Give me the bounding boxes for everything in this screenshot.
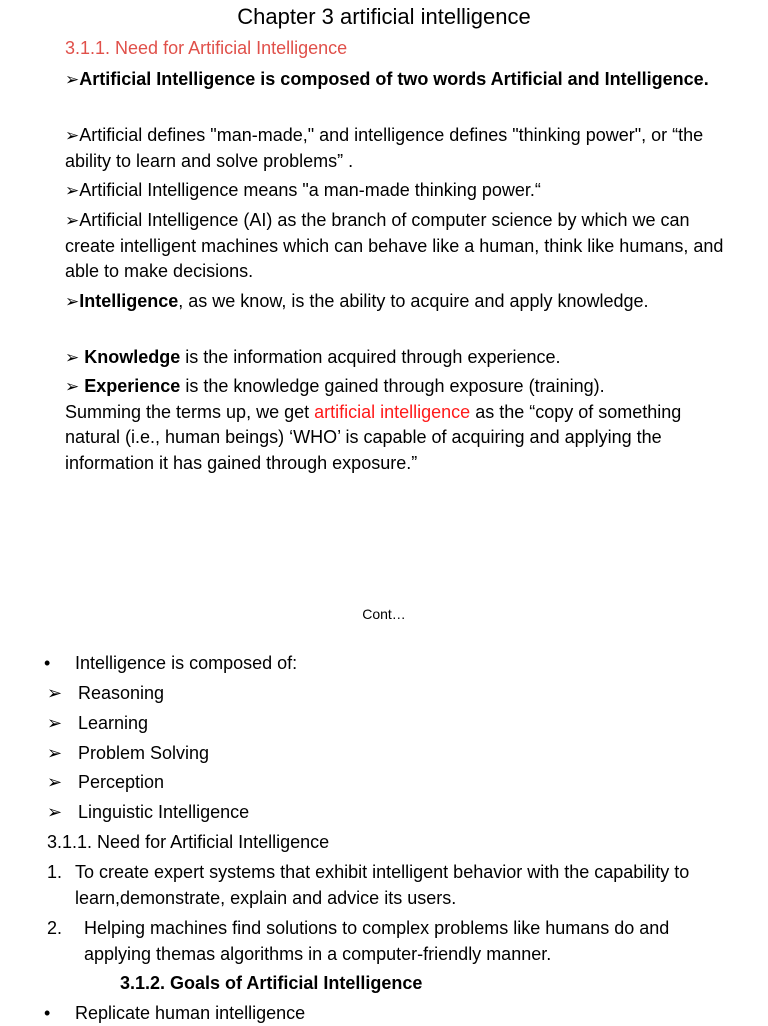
arrow-bullet-icon: ➢ [65,70,80,89]
component-item: Perception [78,772,165,792]
bullet-text: Artificial Intelligence (AI) as the branch of computer science by which we can create intelligent machines which can behave like a human, think like humans, and able to make decisions. [65,210,724,281]
arrow-bullet-icon: ➢ [65,181,80,200]
numbered-item [47,916,727,968]
arrow-bullet-icon: ➢ [47,683,63,703]
bullet-text: Artificial defines "man-made," and intelligence defines "thinking power", or “the ability to learn and solve problems” . [65,125,704,171]
arrow-bullet-icon: ➢ [65,211,80,230]
item-number: 2. [47,918,63,938]
item-number: 1. [47,862,63,882]
bullet-text: is the information acquired through experience. [180,347,561,367]
goals-heading: 3.1.2. Goals of Artificial Intelligence [120,973,423,993]
arrow-bullet-icon: ➢ [65,126,80,145]
bullet-text: is the knowledge gained through exposure (training). [180,376,605,396]
bullet-item [65,374,735,476]
bullet-item [65,345,735,371]
summary-text-end: as the “copy of something natural (i.e., human beings) ‘WHO’ is capable of acquiring and applying the information it has gained through exposure.” [65,401,682,473]
term-experience: Experience [84,376,181,396]
bullet-text: , as we know, is the ability to acquire and apply knowledge. [178,291,649,311]
component-item: Linguistic Intelligence [78,802,250,822]
bullet-item [65,208,735,285]
bullet-item [65,123,735,174]
component-item: Reasoning [78,683,165,703]
bullet-dot-icon: • [44,1003,51,1023]
arrow-bullet-icon: ➢ [65,377,80,396]
goal-item: Replicate human intelligence [75,1003,306,1023]
term-intelligence: Intelligence [79,291,179,311]
chapter-title: Chapter 3 artificial intelligence [237,4,531,29]
bullet-bold: Artificial Intelligence is composed of two words Artificial and Intelligence. [79,69,709,89]
bullet-item [65,289,735,315]
bullet-item [65,67,735,93]
arrow-bullet-icon: ➢ [65,292,80,311]
component-item: Learning [78,713,149,733]
need-heading: 3.1.1. Need for Artificial Intelligence [47,832,330,852]
arrow-bullet-icon: ➢ [47,743,63,763]
summary-highlight: artificial intelligence [314,401,471,422]
item-text: Helping machines find solutions to complex problems like humans do and applying themas algorithms in a computer-friendly manner. [84,918,670,964]
component-item: Problem Solving [78,743,210,763]
arrow-bullet-icon: ➢ [47,772,63,792]
section-heading: 3.1.1. Need for Artificial Intelligence [65,38,348,58]
summary-text: Summing the terms up, we get [65,401,315,422]
arrow-bullet-icon: ➢ [65,348,80,367]
arrow-bullet-icon: ➢ [47,802,63,822]
bullet-dot-icon: • [44,653,51,673]
item-text: To create expert systems that exhibit intelligent behavior with the capability to learn,demonstrate, explain and advice its users. [75,862,690,908]
numbered-item [47,860,727,912]
composed-intro: Intelligence is composed of: [75,653,298,673]
arrow-bullet-icon: ➢ [47,713,63,733]
bullet-text: Artificial Intelligence means "a man-made thinking power.“ [79,180,541,200]
cont-label: Cont… [362,606,406,622]
bullet-item [65,178,735,204]
term-knowledge: Knowledge [84,347,181,367]
